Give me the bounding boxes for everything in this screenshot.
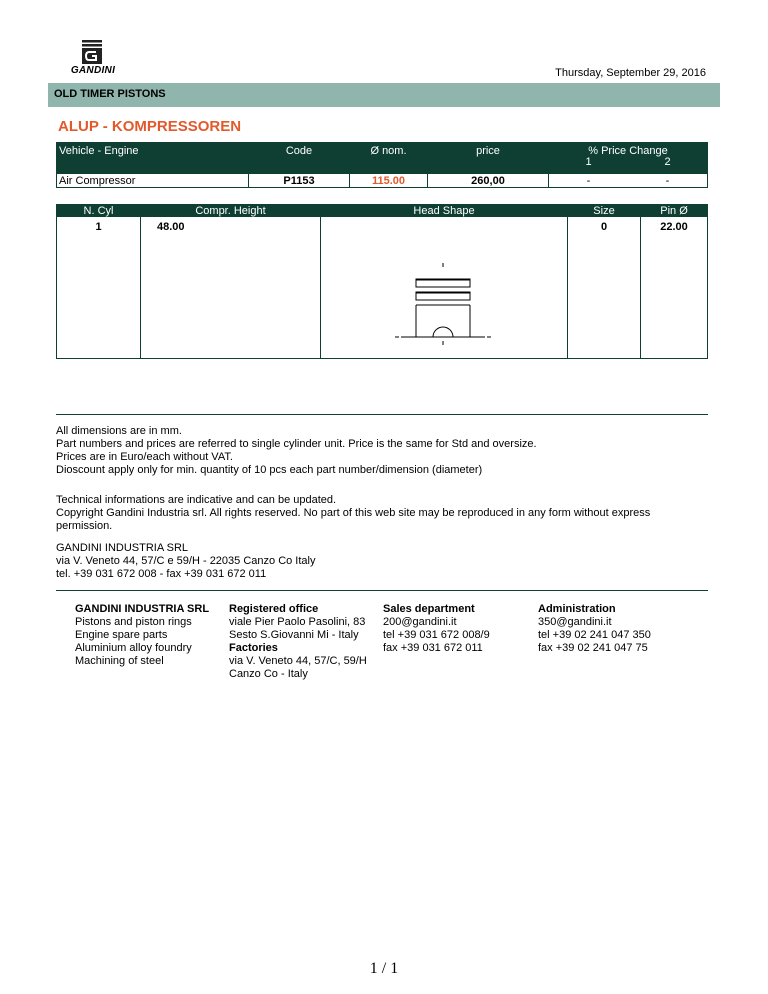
price-change-values [549, 175, 707, 187]
footer-line: viale Pier Paolo Pasolini, 83 [229, 616, 366, 628]
footer-line: 350@gandini.it [538, 616, 612, 628]
footer-registered-title: Registered office [229, 603, 319, 615]
footer-line: tel +39 031 672 008/9 [383, 629, 490, 641]
cell-nom: 115.00 [350, 174, 428, 188]
footer-line: Pistons and piston rings [75, 616, 192, 628]
note-line: All dimensions are in mm. [56, 425, 182, 437]
col-price-change-label: % Price Change [588, 145, 668, 157]
cell-pct1: - [586, 174, 591, 187]
cell-ncyl: 1 [95, 221, 102, 233]
disclaimer-line: Copyright Gandini Industria srl. All rights reserved. No part of this web site may be reproduced in any form without express [56, 507, 651, 519]
product-table-header [57, 143, 708, 175]
cell-vehicle: Air Compressor [59, 174, 136, 187]
footer-factories-title: Factories [229, 642, 278, 654]
col-pct1: 1 [585, 156, 592, 168]
section-title: OLD TIMER PISTONS [54, 88, 166, 100]
footer-sales-title: Sales department [383, 603, 475, 615]
col-nom: Ø nom. [350, 143, 428, 175]
col-price: price [428, 143, 549, 175]
col-head-shape: Head Shape [321, 205, 568, 218]
footer-sales [383, 603, 490, 655]
col-price-change [549, 143, 708, 175]
cell-compr: 48.00 [141, 217, 321, 359]
disclaimer-line: permission. [56, 520, 113, 532]
spec-table-header [57, 205, 708, 218]
logo-text: GANDINI [70, 65, 116, 76]
footer-admin-title: Administration [538, 603, 616, 615]
product-title: ALUP - KOMPRESSOREN [58, 118, 242, 135]
disclaimer-block [56, 494, 650, 533]
divider [56, 590, 708, 591]
footer-line: 200@gandini.it [383, 616, 457, 628]
divider [56, 414, 708, 415]
cell-price-change [549, 174, 708, 188]
col-compr: Compr. Height [141, 205, 321, 218]
note-line: Dioscount apply only for min. quantity of 10 pcs each part number/dimension (diameter) [56, 464, 483, 476]
note-line: Prices are in Euro/each without VAT. [56, 451, 233, 463]
col-size: Size [568, 205, 641, 218]
footer-line: Engine spare parts [75, 629, 168, 641]
note-line: Part numbers and prices are referred to single cylinder unit. Price is the same for Std and oversize. [56, 438, 537, 450]
cell-price: 260,00 [428, 174, 549, 188]
gandini-logo-icon [81, 40, 103, 64]
col-pin: Pin Ø [641, 205, 708, 218]
footer-line: via V. Veneto 44, 57/C, 59/H [229, 655, 367, 667]
footer-line: Machining of steel [75, 655, 164, 667]
table-row [57, 217, 708, 359]
notes-block [56, 425, 537, 477]
disclaimer-line: Technical informations are indicative and can be updated. [56, 494, 337, 506]
footer-admin [538, 603, 651, 655]
address-line: tel. +39 031 672 008 - fax +39 031 672 011 [56, 568, 267, 580]
col-vehicle: Vehicle - Engine [59, 145, 139, 157]
col-ncyl: N. Cyl [83, 205, 114, 217]
gandini-logo [62, 40, 124, 78]
cell-pct2: - [665, 174, 670, 187]
col-code: Code [249, 143, 350, 175]
footer-line: fax +39 02 241 047 75 [538, 642, 648, 654]
address-line: via V. Veneto 44, 57/C e 59/H - 22035 Canzo Co Italy [56, 555, 316, 567]
footer-line: tel +39 02 241 047 350 [538, 629, 651, 641]
cell-pin: 22.00 [641, 217, 708, 359]
piston-drawing-icon [321, 221, 567, 355]
section-header-bar [48, 83, 720, 107]
footer-line: fax +39 031 672 011 [383, 642, 483, 654]
footer-line: Aluminium alloy foundry [75, 642, 192, 654]
footer-company-title: GANDINI INDUSTRIA SRL [75, 603, 210, 615]
cell-code: P1153 [249, 174, 350, 188]
footer-line: Canzo Co - Italy [229, 668, 308, 680]
footer-company [75, 603, 209, 668]
cell-size: 0 [568, 217, 641, 359]
print-date: Thursday, September 29, 2016 [555, 67, 706, 79]
col-price-change-subheaders [549, 157, 707, 168]
page-number: 1 / 1 [369, 960, 399, 977]
product-table [56, 142, 708, 188]
spec-table [56, 204, 708, 359]
address-line: GANDINI INDUSTRIA SRL [56, 542, 189, 554]
address-block [56, 542, 315, 581]
cell-head-shape [321, 217, 568, 359]
footer-line: Sesto S.Giovanni Mi - Italy [229, 629, 359, 641]
footer-registered [229, 603, 367, 681]
table-row [57, 174, 708, 188]
col-pct2: 2 [664, 156, 671, 168]
